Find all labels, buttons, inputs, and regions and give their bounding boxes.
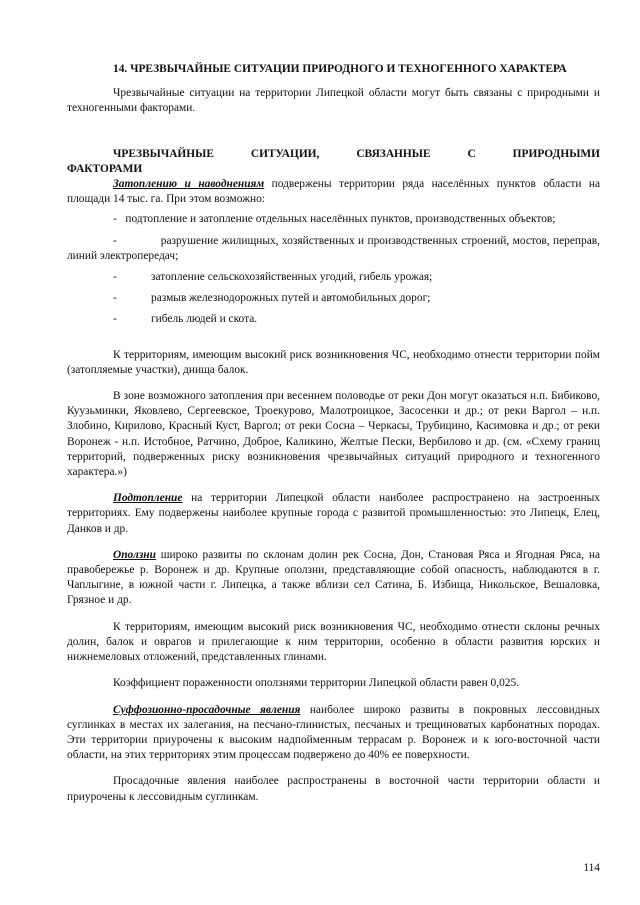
flood-paragraph (67, 177, 600, 207)
subsidence-paragraph: Просадочные явления наиболее распространены в восточной части территории области и приурочены к лессовидным суглинкам. (67, 775, 600, 803)
bullet-text: подтопление и затопление отдельных населённых пунктов, производственных объектов; (125, 213, 556, 226)
bullet-mark: - (113, 234, 117, 247)
suffosion-text: наиболее широко развиты в покровных лессовидных суглинках в местах их залегания, на песчано-глинистых, песчаных и трещиноватых карбонатных породах. Эти территории приурочены к высоким надпойменным террасам р. Воронеж и к юго-восточной части области, на этих территориях этим процессам подвержено до 40% ее поверхности. (67, 703, 601, 762)
hazard-list (67, 212, 600, 327)
bullet-mark: - (113, 313, 117, 326)
underflood-paragraph (67, 491, 600, 537)
bullet-mark: - (113, 292, 117, 305)
list-item (67, 212, 600, 227)
list-item (67, 291, 600, 306)
slopes-risk-paragraph: К территориям, имеющим высокий риск возникновения ЧС, необходимо отнести склоны речных долин, балок и оврагов и прилегающие к ним территории, особенно в области развития юрских и нижнемеловых отложений, представленных глинами. (67, 620, 600, 664)
list-item (67, 312, 600, 327)
bullet-mark: - (113, 271, 117, 284)
suffosion-paragraph (67, 703, 600, 764)
landslides-term: Оползни (113, 548, 156, 561)
intro-paragraph: Чрезвычайные ситуации на территории Липецкой области могут быть связаны с природными и техногенными факторами. (67, 87, 600, 115)
coefficient-paragraph: Коэффициент пораженности оползнями территории Липецкой области равен 0,025. (113, 677, 520, 690)
section-heading: ЧРЕЗВЫЧАЙНЫЕ СИТУАЦИИ, СВЯЗАННЫЕ С ПРИРОДНЫМИ ФАКТОРАМИ (67, 147, 600, 175)
list-item (67, 234, 600, 264)
underflood-text: на территории Липецкой области наиболее распространено на застроенных территориях. Ему подвержены наиболее крупные города с развитой промышленностью: это Липецк, Елец, Данков и др. (67, 492, 600, 535)
list-item (67, 270, 600, 285)
bullet-text: разрушение жилищных, хозяйственных и производственных строений, мостов, переправ, линий электропередач; (67, 234, 600, 262)
bullet-text: гибель людей и скота. (151, 313, 258, 326)
landslides-paragraph (67, 548, 600, 609)
chapter-title: 14. ЧРЕЗВЫЧАЙНЫЕ СИТУАЦИИ ПРИРОДНОГО И ТЕХНОГЕННОГО ХАРАКТЕРА (113, 63, 567, 75)
underflood-term: Подтопление (113, 492, 183, 505)
flood-term: Затоплению и наводнениям (113, 178, 265, 191)
suffosion-term: Суффозионно-просадочные явления (113, 703, 301, 716)
bullet-text: размыв железнодорожных путей и автомобильных дорог; (151, 292, 431, 305)
bullet-text: затопление сельскохозяйственных угодий, гибель урожая; (151, 271, 433, 284)
page-number: 114 (583, 862, 600, 874)
flood-text: подвержены территории ряда населённых пунктов области на площади 14 тыс. га. При этом возможно: (67, 178, 601, 206)
floodplain-risk-paragraph: К территориям, имеющим высокий риск возникновения ЧС, необходимо отнести территории пойм (затопляемые участки), днища балок. (67, 348, 600, 376)
bullet-mark: - (113, 213, 117, 226)
flood-zone-paragraph: В зоне возможного затопления при весеннем половодье от реки Дон могут оказаться н.п. Бибиково, Куузьминки, Яковлево, Сергеевское, Троекурово, Малотроицкое, Засосенки и др.; от реки Варгол – н.п. Злобино, Кирилово, Красный Куст, Варгол; от реки Сосна – Черкасы, Трубицино, Касимовка и др.; от реки Воронеж - н.п. Истобное, Ратчино, Доброе, Каликино, Желтые Пески, Вербилово и др. (см. «Схему границ территорий, подверженных риску возникновения чрезвычайных ситуаций природного и техногенного характера.») (67, 390, 600, 479)
landslides-text: широко развиты по склонам долин рек Сосна, Дон, Становая Ряса и Ягодная Ряса, на правобережье р. Воронеж и др. Крупные оползни, представляющие собой опасность, наблюдаются в г. Чаплыгине, в южной части г. Липецка, а также вблизи сел Сатина, Б. Избища, Никольское, Вешаловка, Грязное и др. (67, 548, 600, 607)
